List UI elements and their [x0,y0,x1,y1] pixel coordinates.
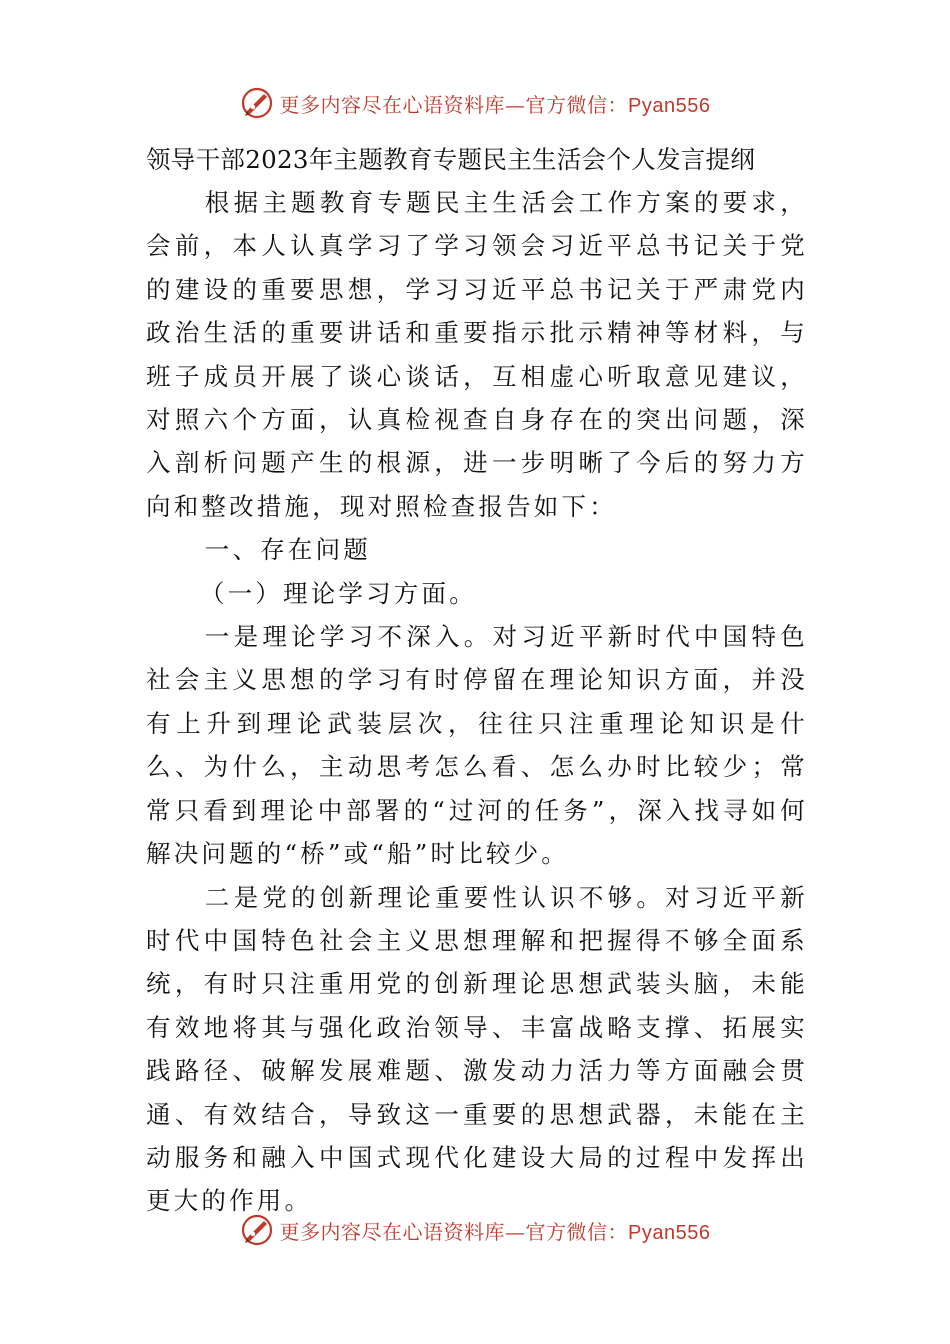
point-2-paragraph: 二是党的创新理论重要性认识不够。对习近平新时代中国特色社会主义思想理解和把握得不够全面系统，有时只注重用党的创新理论思想武装头脑，未能有效地将其与强化政治领导、丰富战略支撑、拓展实践路径、破解发展难题、激发动力活力等方面融会贯通、有效结合，导致这一重要的思想武器，未能在主动服务和融入中国式现代化建设大局的过程中发挥出更大的作用。 [146,882,808,1216]
pen-logo-icon [240,1213,274,1247]
document-title: 领导干部2023年主题教育专题民主生活会个人发言提纲 [146,145,756,174]
wechat-id: Pyan556 [628,1221,711,1244]
watermark-text: 更多内容尽在心语资料库—官方微信：Pyan556 [279,1219,711,1244]
document-body [146,138,808,1223]
wechat-id: Pyan556 [628,94,711,117]
subsection-heading: （一）理论学习方面。 [199,578,477,608]
point-1-paragraph: 一是理论学习不深入。对习近平新时代中国特色社会主义思想的学习有时停留在理论知识方面，并没有上升到理论武装层次，往往只注重理论知识是什么、为什么，主动思考怎么看、怎么办时比较少；常常只看到理论中部署的“过河的任务”，深入找寻如何解决问题的“桥”或“船”时比较少。 [146,622,808,869]
intro-paragraph: 根据主题教育专题民主生活会工作方案的要求，会前，本人认真学习了学习领会习近平总书记关于党的建设的重要思想，学习习近平总书记关于严肃党内政治生活的重要讲话和重要指示批示精神等材料，与班子成员开展了谈心谈话，互相虚心听取意见建议，对照六个方面，认真检视查自身存在的突出问题，深入剖析问题产生的根源，进一步明晰了今后的努力方向和整改措施，现对照检查报告如下： [146,188,808,521]
watermark-banner-bottom [0,1210,950,1250]
watermark-banner-top [0,83,950,123]
pen-logo-icon [240,86,274,120]
section-heading: 一、存在问题 [204,535,371,565]
watermark-text: 更多内容尽在心语资料库—官方微信：Pyan556 [279,92,711,117]
